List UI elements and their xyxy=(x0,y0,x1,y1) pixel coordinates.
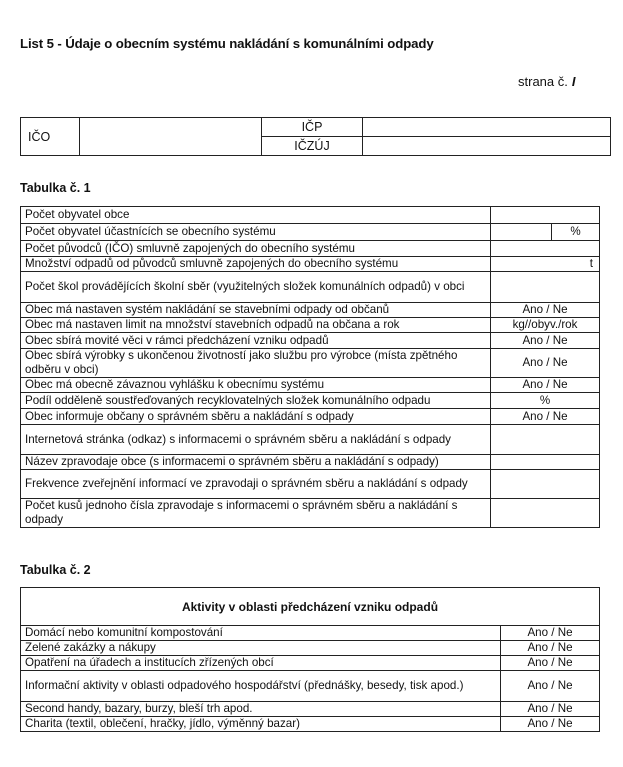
table2-title: Tabulka č. 2 xyxy=(20,563,91,577)
row-answer-field[interactable] xyxy=(491,425,600,455)
table-row xyxy=(21,207,600,224)
row-activity: Domácí nebo komunitní kompostování xyxy=(21,626,501,641)
table-row xyxy=(21,425,600,455)
iczuj-label: IČZÚJ xyxy=(262,137,363,156)
row-question: Obec sbírá movité věci v rámci předcházení vzniku odpadů xyxy=(21,333,491,349)
document-title: List 5 - Údaje o obecním systému nakládání s komunálními odpady xyxy=(20,36,434,51)
ico-label: IČO xyxy=(21,118,80,156)
row-activity: Opatření na úřadech a institucích zřízených obcí xyxy=(21,656,501,671)
row-question: Počet obyvatel obce xyxy=(21,207,491,224)
row-answer-field[interactable]: Ano / Ne xyxy=(501,656,600,671)
page-indicator xyxy=(518,74,575,89)
row-answer-field[interactable]: Ano / Ne xyxy=(491,378,600,393)
table2 xyxy=(20,587,600,732)
row-question: Podíl odděleně soustřeďovaných recyklovatelných složek komunálního odpadu xyxy=(21,393,491,409)
table-row xyxy=(21,333,600,349)
row-unit: % xyxy=(552,224,600,241)
row-answer-field[interactable]: % xyxy=(491,393,600,409)
row-answer-field[interactable]: t xyxy=(491,257,600,272)
row-question: Počet škol provádějících školní sběr (využitelných složek komunálních odpadů) v obci xyxy=(21,272,491,303)
table-row xyxy=(21,349,600,378)
row-question: Množství odpadů od původců smluvně zapojených do obecního systému xyxy=(21,257,491,272)
row-answer-field[interactable] xyxy=(491,470,600,499)
table-row xyxy=(21,393,600,409)
table1 xyxy=(20,206,600,528)
row-answer-field[interactable] xyxy=(491,224,552,241)
row-answer-field[interactable]: Ano / Ne xyxy=(491,303,600,318)
table-row xyxy=(21,671,600,702)
row-answer-field[interactable] xyxy=(491,207,600,224)
row-activity: Informační aktivity v oblasti odpadového hospodářství (přednášky, besedy, tisk apod.) xyxy=(21,671,501,702)
table1-title: Tabulka č. 1 xyxy=(20,181,91,195)
row-question: Počet obyvatel účastnících se obecního systému xyxy=(21,224,491,241)
row-activity: Second handy, bazary, burzy, bleší trh apod. xyxy=(21,702,501,717)
table-row xyxy=(21,303,600,318)
row-question: Obec sbírá výrobky s ukončenou životností jako službu pro výrobce (místa zpětného odběru v obci) xyxy=(21,349,491,378)
row-question: Frekvence zveřejnění informací ve zpravodaji o správném sběru a nakládání s odpady xyxy=(21,470,491,499)
table-row xyxy=(21,626,600,641)
table-row xyxy=(21,224,600,241)
row-answer-field[interactable]: Ano / Ne xyxy=(501,702,600,717)
row-answer-field[interactable] xyxy=(491,455,600,470)
ico-field[interactable] xyxy=(80,118,262,156)
row-question: Obec informuje občany o správném sběru a nakládání s odpady xyxy=(21,409,491,425)
table-row xyxy=(21,272,600,303)
row-question: Obec má nastaven systém nakládání se stavebními odpady od občanů xyxy=(21,303,491,318)
row-answer-field[interactable]: Ano / Ne xyxy=(491,409,600,425)
row-answer-field[interactable]: Ano / Ne xyxy=(501,626,600,641)
row-answer-field[interactable]: Ano / Ne xyxy=(501,641,600,656)
table-row xyxy=(21,656,600,671)
page-label: strana č. xyxy=(518,74,568,89)
row-answer-field[interactable]: Ano / Ne xyxy=(501,717,600,732)
table-row xyxy=(21,409,600,425)
table-row xyxy=(21,257,600,272)
row-question: Počet kusů jednoho čísla zpravodaje s informacemi o správném sběru a nakládání s odpady xyxy=(21,499,491,528)
table2-header: Aktivity v oblasti předcházení vzniku odpadů xyxy=(21,588,600,626)
row-question: Počet původců (IČO) smluvně zapojených do obecního systému xyxy=(21,241,491,257)
table-row xyxy=(21,455,600,470)
row-activity: Zelené zakázky a nákupy xyxy=(21,641,501,656)
table-row xyxy=(21,241,600,257)
row-answer-field[interactable]: Ano / Ne xyxy=(491,333,600,349)
row-answer-field[interactable]: Ano / Ne xyxy=(501,671,600,702)
id-table xyxy=(20,117,611,156)
row-answer-field[interactable]: Ano / Ne xyxy=(491,349,600,378)
table-row xyxy=(21,702,600,717)
table-row xyxy=(21,318,600,333)
page-number: I xyxy=(571,74,576,89)
table-row xyxy=(21,641,600,656)
row-question: Obec má nastaven limit na množství stavebních odpadů na občana a rok xyxy=(21,318,491,333)
row-question: Internetová stránka (odkaz) s informacemi o správném sběru a nakládání s odpady xyxy=(21,425,491,455)
iczuj-field[interactable] xyxy=(363,137,611,156)
row-answer-field[interactable]: kg//obyv./rok xyxy=(491,318,600,333)
row-question: Obec má obecně závaznou vyhlášku k obecnímu systému xyxy=(21,378,491,393)
row-activity: Charita (textil, oblečení, hračky, jídlo, výměnný bazar) xyxy=(21,717,501,732)
row-question: Název zpravodaje obce (s informacemi o správném sběru a nakládání s odpady) xyxy=(21,455,491,470)
table-row xyxy=(21,470,600,499)
row-answer-field[interactable] xyxy=(491,241,600,257)
row-answer-field[interactable] xyxy=(491,499,600,528)
table-row xyxy=(21,378,600,393)
table-row xyxy=(21,717,600,732)
row-answer-field[interactable] xyxy=(491,272,600,303)
icp-field[interactable] xyxy=(363,118,611,137)
table-row xyxy=(21,499,600,528)
icp-label: IČP xyxy=(262,118,363,137)
